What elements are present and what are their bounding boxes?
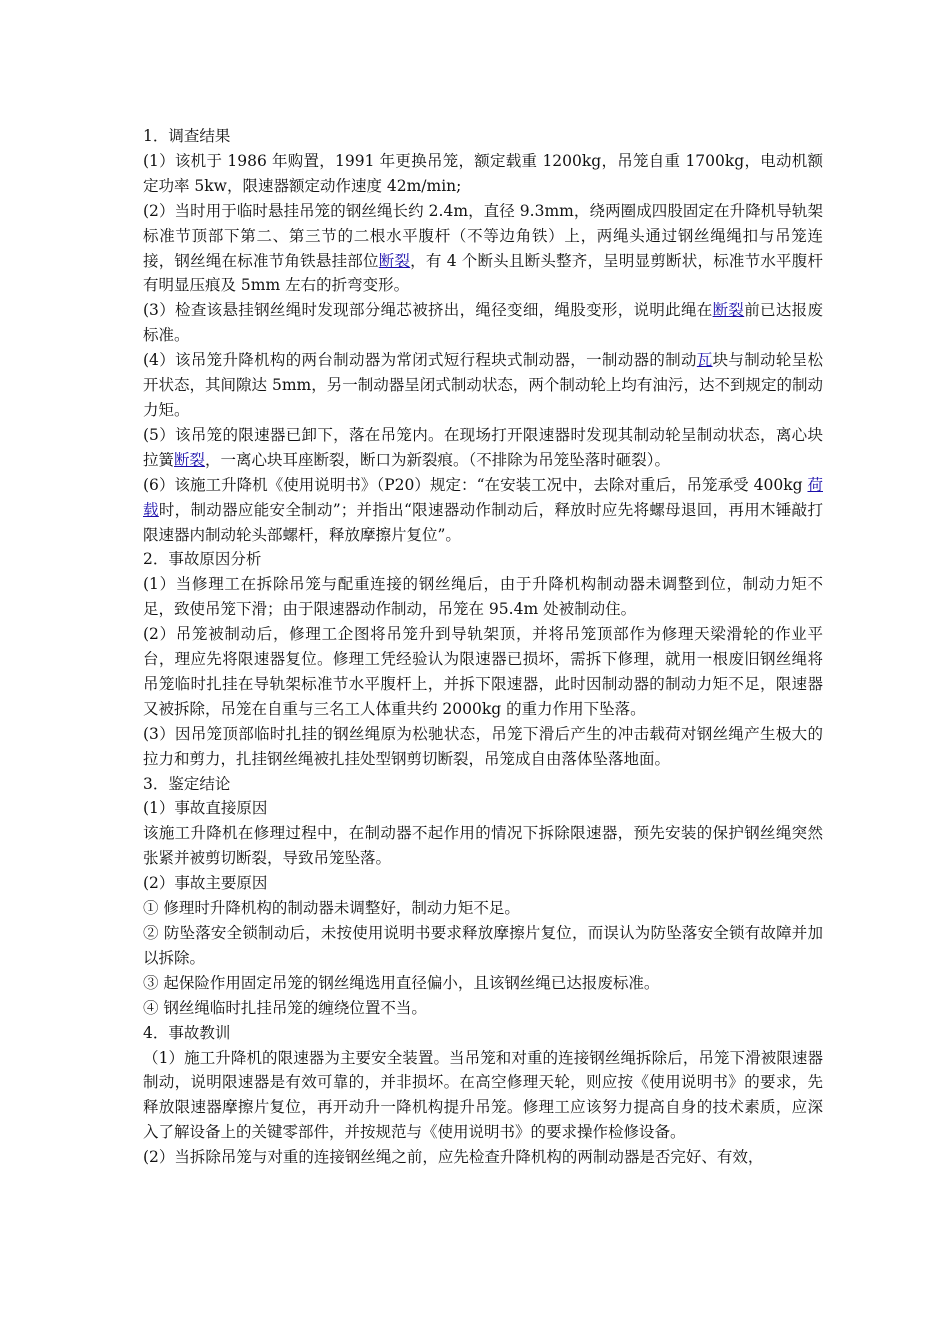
paragraph-4-text-b: 块与制动轮呈松开状态，其间隙达 5mm，另一制动器呈闭式制动状态，两个制动轮上均有油污，达不到规定的制动力矩。 xyxy=(143,351,823,419)
link-duanlie-1[interactable]: 断裂 xyxy=(378,251,411,270)
section-heading-2: 2．事故原因分析 xyxy=(143,550,262,569)
paragraph-5-text-b: ，一离心块耳座断裂，断口为新裂痕。（不排除为吊笼坠落时砸裂）。 xyxy=(205,450,671,469)
cause-paragraph-3: (3）因吊笼顶部临时扎挂的钢丝绳原为松驰状态，吊笼下滑后产生的冲击载荷对钢丝绳产生极大的拉力和剪力，扎挂钢丝绳被扎挂处型钢剪切断裂，吊笼成自由落体坠落地面。 xyxy=(143,724,823,768)
paragraph-3 xyxy=(143,298,823,348)
link-hezai[interactable]: 荷载 xyxy=(143,475,823,519)
conclusion-subheading-1: (1）事故直接原因 xyxy=(143,799,268,818)
section-heading-4: 4．事故教训 xyxy=(143,1023,231,1042)
paragraph-5-text-a: (5）该吊笼的限速器已卸下，落在吊笼内。在现场打开限速器时发现其制动轮呈制动状态，离心块拉簧 xyxy=(143,425,823,469)
paragraph-2 xyxy=(143,199,823,299)
conclusion-subheading-2: (2）事故主要原因 xyxy=(143,874,268,893)
lesson-paragraph-1: （1）施工升降机的限速器为主要安全装置。当吊笼和对重的连接钢丝绳拆除后，吊笼下滑被限速器制动，说明限速器是有效可靠的，并非损坏。在高空修理天轮，则应按《使用说明书》的要求，先释放限速器摩擦片复位，再开动升一降机构提升吊笼。修理工应该努力提高自身的技术素质，应深入了解设备上的关键零部件，并按规范与《使用说明书》的要求操作检修设备。 xyxy=(143,1048,823,1142)
paragraph-2-text-b: ，有 4 个断头且断头整齐，呈明显剪断状，标准节水平腹杆有明显压痕及 5mm 左右的折弯变形。 xyxy=(143,251,823,295)
conclusion-paragraph-1: 该施工升降机在修理过程中，在制动器不起作用的情况下拆除限速器，预先安装的保护钢丝绳突然张紧并被剪切断裂，导致吊笼坠落。 xyxy=(143,824,823,868)
paragraph-4 xyxy=(143,348,823,423)
section-heading-1: 1．调查结果 xyxy=(143,127,231,145)
link-duanlie-3[interactable]: 断裂 xyxy=(174,450,206,469)
paragraph-5 xyxy=(143,423,823,473)
lesson-paragraph-2: (2）当拆除吊笼与对重的连接钢丝绳之前，应先检查升降机构的两制动器是否完好、有效， xyxy=(143,1148,764,1167)
section-heading-3: 3．鉴定结论 xyxy=(143,774,231,793)
conclusion-item-4: ④ 钢丝绳临时扎挂吊笼的缠绕位置不当。 xyxy=(143,998,427,1017)
cause-paragraph-2: (2）吊笼被制动后，修理工企图将吊笼升到导轨架顶，并将吊笼顶部作为修理天梁滑轮的作业平台，理应先将限速器复位。修理工凭经验认为限速器已损坏，需拆下修理，就用一根废旧钢丝绳将吊笼临时扎挂在导轨架标准节水平腹杆上，并拆下限速器，此时因制动器的制动力矩不足，限速器又被拆除，吊笼在自重与三名工人体重共约 2000kg 的重力作用下坠落。 xyxy=(143,625,823,718)
paragraph-1: (1）该机于 1986 年购置，1991 年更换吊笼，额定载重 1200kg，吊笼自重 1700kg，电动机额定功率 5kw，限速器额定动作速度 42m/min; xyxy=(143,151,823,195)
paragraph-3-text-a: (3）检查该悬挂钢丝绳时发现部分绳芯被挤出，绳径变细，绳股变形，说明此绳在 xyxy=(143,301,713,320)
paragraph-6-text-b: 时，制动器应能安全制动”；并指出“限速器动作制动后，释放时应先将螺母退回，再用木锤敲打限速器内制动轮头部螺杆，释放摩擦片复位”。 xyxy=(143,500,823,544)
conclusion-item-1: ① 修理时升降机构的制动器未调整好，制动力矩不足。 xyxy=(143,899,520,918)
paragraph-2-text-a: (2）当时用于临时悬挂吊笼的钢丝绳长约 2.4m，直径 9.3mm，绕两圈成四股固定在升降机导轨架标准节顶部下第二、第三节的二根水平腹杆（不等边角铁）上，两绳头通过钢丝绳绳扣与吊笼连接，钢丝绳在标准节角铁悬挂部位 xyxy=(143,201,823,270)
link-wa[interactable]: 瓦 xyxy=(696,351,713,370)
paragraph-6 xyxy=(143,473,823,548)
paragraph-6-text-a: (6）该施工升降机《使用说明书》（P20）规定：“在安装工况中，去除对重后，吊笼承受 400kg xyxy=(143,475,808,494)
conclusion-item-3: ③ 起保险作用固定吊笼的钢丝绳选用直径偏小，且该钢丝绳已达报废标准。 xyxy=(143,973,660,992)
document-body xyxy=(143,124,823,1170)
cause-paragraph-1: (1）当修理工在拆除吊笼与配重连接的钢丝绳后，由于升降机构制动器未调整到位，制动力矩不足，致使吊笼下滑；由于限速器动作制动，吊笼在 95.4m 处被制动住。 xyxy=(143,575,823,619)
paragraph-4-text-a: (4）该吊笼升降机构的两台制动器为常闭式短行程块式制动器，一制动器的制动 xyxy=(143,351,697,370)
paragraph-3-text-b: 前已达报废标准。 xyxy=(143,301,823,345)
conclusion-item-2: ② 防坠落安全锁制动后，未按使用说明书要求释放摩擦片复位，而误认为防坠落安全锁有故障并加以拆除。 xyxy=(143,924,823,967)
link-duanlie-2[interactable]: 断裂 xyxy=(712,301,745,320)
